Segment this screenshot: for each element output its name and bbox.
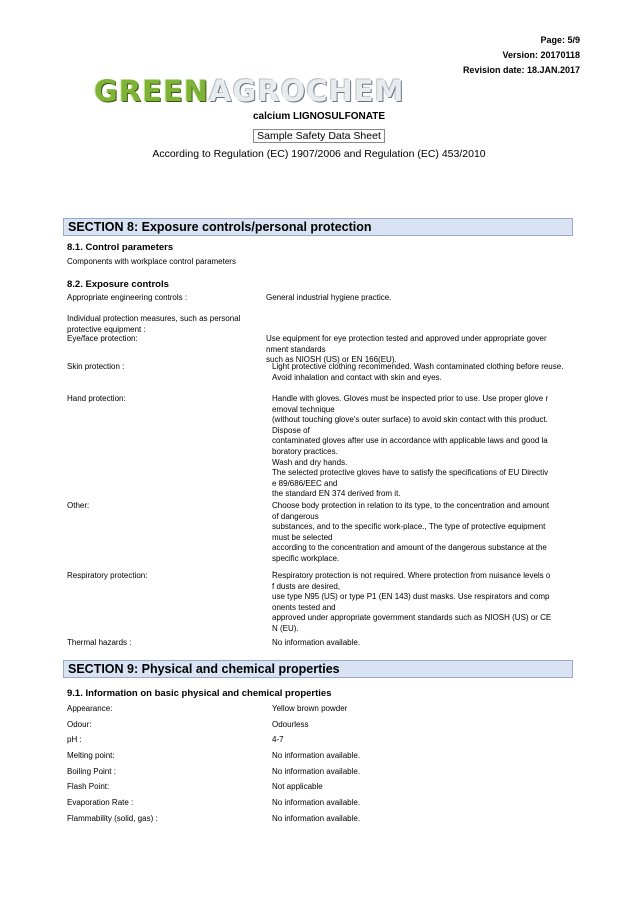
other-line: must be selected	[272, 532, 333, 542]
eye-label: Eye/face protection:	[67, 334, 138, 343]
resp-line: onents tested and	[272, 602, 336, 612]
ppe-label: Individual protection measures, such as personal protective equipment :	[67, 314, 241, 334]
eng-value: General industrial hygiene practice.	[266, 293, 392, 302]
hand-line: the standard EN 374 derived from it.	[272, 489, 401, 499]
other-line: of dangerous	[272, 511, 319, 521]
hand-line: contaminated gloves after use in accordance with applicable laws and good la	[272, 436, 548, 446]
skin-line: Avoid inhalation and contact with skin and eyes.	[272, 372, 442, 382]
resp-line: N (EU).	[272, 623, 299, 633]
other-line: .	[272, 564, 275, 574]
prop-label: Odour:	[67, 720, 92, 729]
hand-label: Hand protection:	[67, 394, 126, 403]
resp-line: f dusts are desired,	[272, 581, 341, 591]
logo-green: GREEN	[94, 74, 210, 108]
thermal-label: Thermal hazards :	[67, 638, 132, 647]
resp-line: approved under appropriate government standards such as NIOSH (US) or CE	[272, 613, 552, 623]
other-value	[272, 501, 574, 575]
other-line: substances, and to the specific work-place., The type of protective equipment	[272, 522, 546, 532]
sub-8-2: 8.2. Exposure controls	[67, 279, 169, 290]
thermal-value: No information available.	[272, 638, 361, 647]
prop-value: Odourless	[272, 720, 309, 729]
prop-value: No information available.	[272, 814, 361, 823]
prop-value: Not applicable	[272, 782, 323, 791]
prop-label: Flammability (solid, gas) :	[67, 814, 158, 823]
sub-8-1: 8.1. Control parameters	[67, 242, 174, 253]
other-line: specific workplace.	[272, 553, 340, 563]
hand-line: The selected protective gloves have to satisfy the specifications of EU Directiv	[272, 468, 549, 478]
prop-label: Flash Point:	[67, 782, 110, 791]
regulation: According to Regulation (EC) 1907/2006 and Regulation (EC) 453/2010	[152, 148, 486, 160]
hand-line: boratory practices.	[272, 446, 338, 456]
hand-line: (without touching glove's outer surface) to avoid skin contact with this product.	[272, 415, 548, 425]
other-line: according to the concentration and amount of the dangerous substance at the	[272, 543, 547, 553]
prop-value: No information available.	[272, 767, 361, 776]
product-name: calcium LIGNOSULFONATE	[252, 111, 386, 122]
eye-value	[266, 334, 574, 366]
resp-value	[272, 571, 574, 635]
prop-label: Appearance:	[67, 704, 113, 713]
page-number: Page: 5/9	[540, 35, 580, 45]
eye-line: such as NIOSH (US) or EN 166(EU).	[266, 355, 397, 365]
other-label: Other:	[67, 501, 90, 510]
skin-line: Light protective clothing recommended. Wash contaminated clothing before reuse.	[272, 362, 564, 371]
prop-value: 4-7	[272, 735, 284, 744]
skin-value	[272, 362, 574, 383]
components-text: Components with workplace control parameters	[67, 257, 236, 266]
hand-line: Wash and dry hands.	[272, 457, 348, 467]
prop-value: No information available.	[272, 798, 361, 807]
section-9-title: SECTION 9: Physical and chemical properties	[63, 660, 573, 678]
hand-line: Dispose of	[272, 425, 310, 435]
hand-line: emoval technique	[272, 404, 335, 414]
resp-line: Respiratory protection is not required. Where protection from nuisance levels o	[272, 571, 551, 580]
eye-line: Use equipment for eye protection tested and approved under appropriate gover	[266, 334, 547, 343]
prop-value: No information available.	[272, 751, 361, 760]
company-logo	[94, 74, 405, 108]
hand-line: Handle with gloves. Gloves must be inspected prior to use. Use proper glove r	[272, 394, 549, 403]
section-8-title: SECTION 8: Exposure controls/personal protection	[63, 218, 573, 236]
resp-line: use type N95 (US) or type P1 (EN 143) dust masks. Use respirators and comp	[272, 592, 550, 602]
prop-value: Yellow brown powder	[272, 704, 348, 713]
sub-9-1: 9.1. Information on basic physical and chemical properties	[67, 688, 332, 699]
logo-agrochem: AGROCHEM	[209, 74, 405, 108]
eye-line: nment standards	[266, 344, 326, 354]
resp-label: Respiratory protection:	[67, 571, 148, 580]
hand-value	[272, 394, 574, 500]
other-line: Choose body protection in relation to its type, to the concentration and amount	[272, 501, 550, 510]
prop-label: pH :	[67, 735, 82, 744]
prop-label: Evaporation Rate :	[67, 798, 134, 807]
prop-label: Boiling Point :	[67, 767, 116, 776]
prop-label: Melting point:	[67, 751, 115, 760]
skin-label: Skin protection :	[67, 362, 125, 371]
hand-line: e 89/686/EEC and	[272, 478, 338, 488]
doc-type: Sample Safety Data Sheet	[253, 129, 385, 143]
version: Version: 20170118	[502, 50, 580, 60]
eng-label: Appropriate engineering controls :	[67, 293, 188, 302]
revision-date: Revision date: 18.JAN.2017	[462, 65, 580, 75]
